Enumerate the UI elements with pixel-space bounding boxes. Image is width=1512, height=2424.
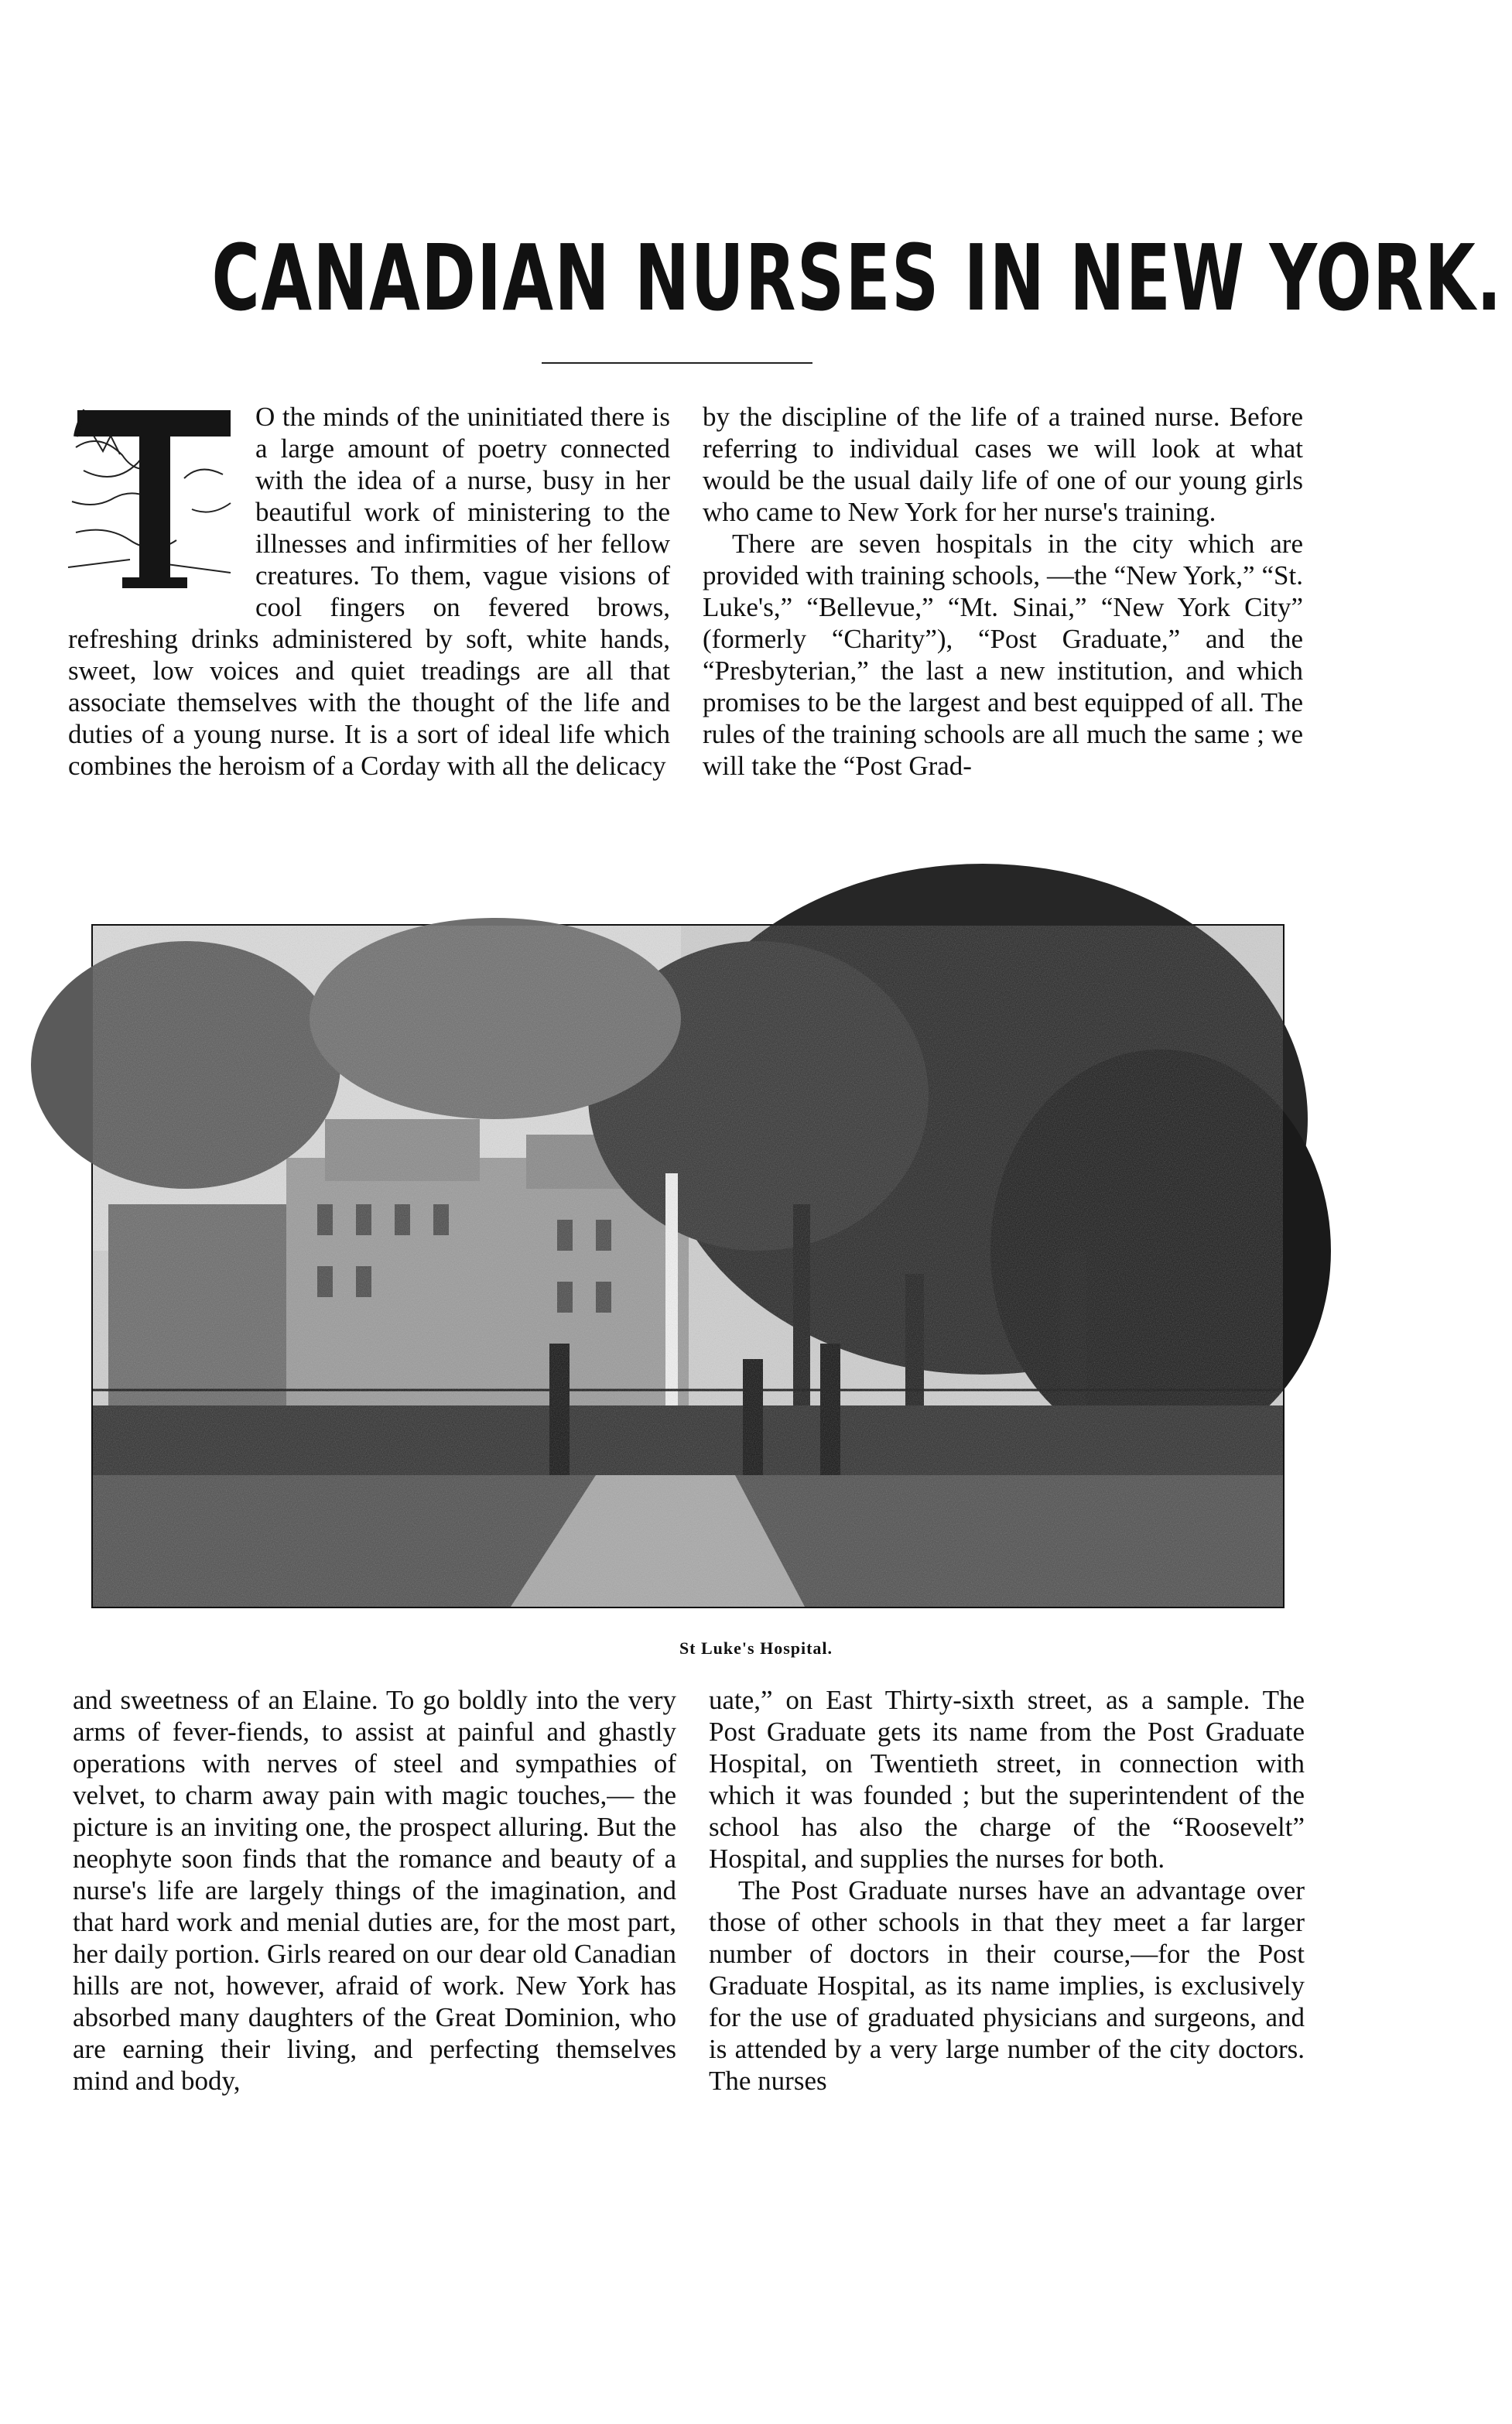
paragraph-hospitals: There are seven hospitals in the city which are provided with training schools, —the “New York,” “St. Luke's,” “Bellevue,” “Mt. Sinai,” “New York City” (formerly “Charity”), “Post Graduate,” and the “Presbyterian,” the last a new institution, and which promises to be the largest and best equipped of all. The rules of the training schools are all much the same ; we will take the “Post Grad- xyxy=(703,529,1303,781)
column-bottom-right xyxy=(709,1684,1305,2097)
paragraph-intro: O the minds of the uninitiated there is a large amount of poetry connected with the idea of a nurse, busy in her beautiful work of ministering to the illnesses and infirmities of her fellow creatures. To them, vague visions of cool fingers on fevered brows, refreshing drinks administered by soft, white hands, sweet, low voices and quiet treadings are all that associate themselves with the thought of the life and duties of a young nurse. It is a sort of ideal life which combines the heroism of a Corday with all the delicacy xyxy=(68,402,670,781)
drop-cap-illustration xyxy=(68,401,248,591)
column-top-left xyxy=(68,401,670,782)
paragraph-post-graduate: uate,” on East Thirty-sixth street, as a sample. The Post Graduate gets its name from the Post Graduate Hospital, on Twentieth street, in connection with which it was founded ; but the superintendent of the school has also the charge of the “Roosevelt” Hospital, and supplies the nurses for both. xyxy=(709,1685,1305,1874)
column-top-right xyxy=(703,401,1303,782)
paragraph-elaine: and sweetness of an Elaine. To go boldly into the very arms of fever-fiends, to assist at painful and ghastly operations with nerves of steel and sympathies of velvet, to charm away pain with magic touches,— the picture is an inviting one, the prospect alluring. But the neophyte soon finds that the romance and beauty of a nurse's life are largely things of the imagination, and that hard work and menial duties are, for the most part, her daily portion. Girls reared on our dear old Canadian hills are not, however, afraid of work. New York has absorbed many daughters of the Great Dominion, who are earning their living, and perfecting themselves mind and body, xyxy=(73,1685,676,2096)
hospital-photograph xyxy=(91,924,1285,1608)
paragraph-advantage: The Post Graduate nurses have an advantage over those of other schools in that they meet a far larger number of doctors in their course,—for the Post Graduate Hospital, as its name implies, is exclusively for the use of graduated physicians and surgeons, and is attended by a very large number of the city doctors. The nurses xyxy=(709,1875,1305,2096)
drop-cap-letter: T xyxy=(246,423,248,425)
column-bottom-left xyxy=(73,1684,676,2097)
photo-caption: St Luke's Hospital. xyxy=(679,1638,833,1658)
title-divider xyxy=(542,362,812,364)
paragraph-discipline: by the discipline of the life of a trained nurse. Before referring to individual cases we will look at what would be the usual daily life of one of our young girls who came to New York for her nurse's training. xyxy=(703,402,1303,527)
article-title: CANADIAN NURSES IN NEW YORK. xyxy=(211,224,1503,331)
